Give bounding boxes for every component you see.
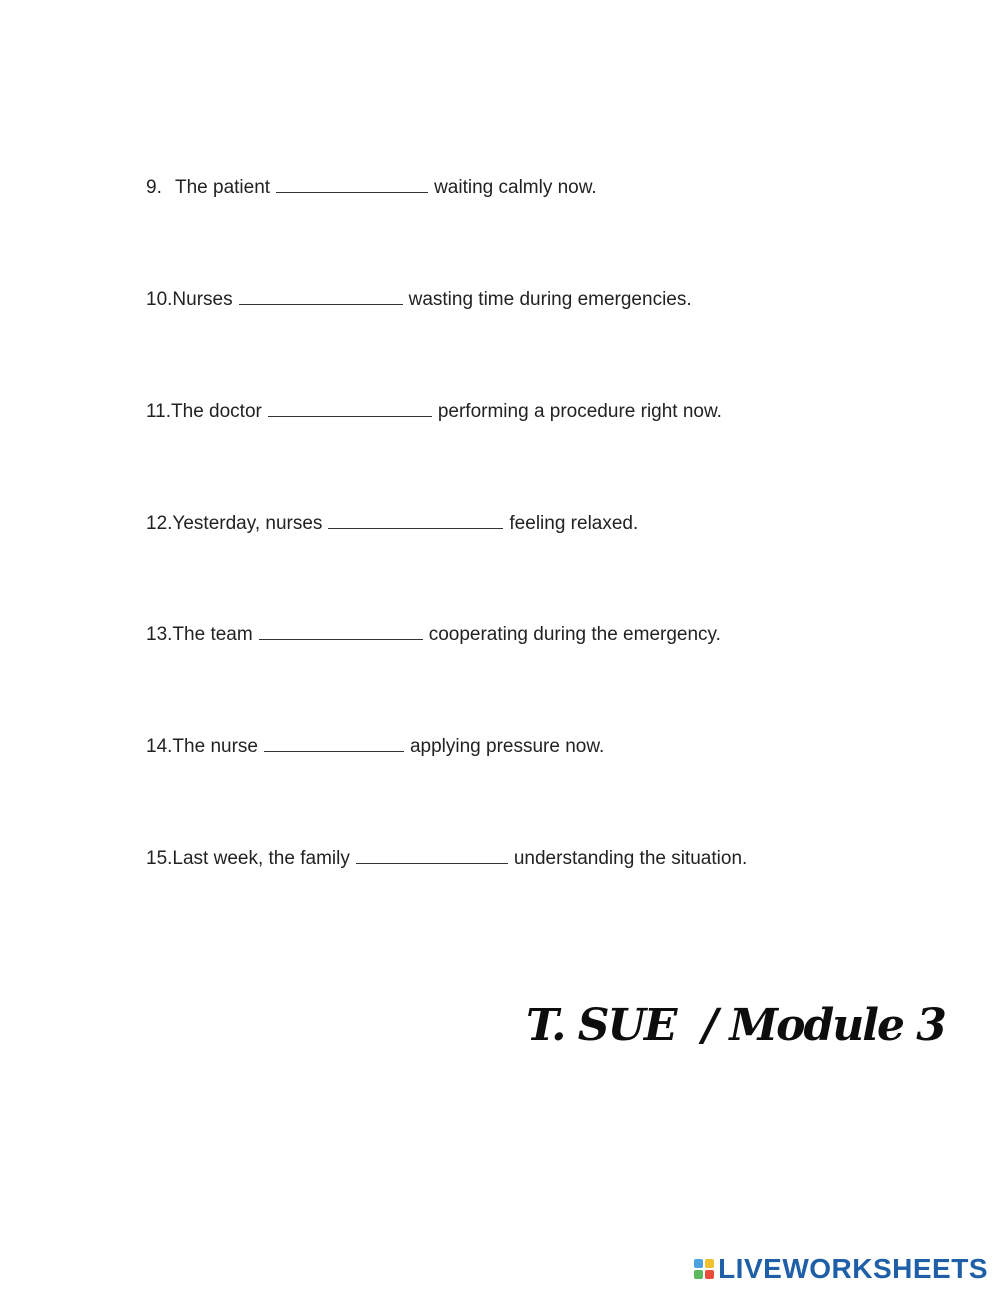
- question-text-before: The team: [172, 624, 253, 645]
- question-number: 15.: [146, 848, 173, 869]
- question-number: 13.: [146, 624, 173, 645]
- question-text-before: Nurses: [172, 289, 233, 310]
- question-number: 14.: [146, 736, 173, 757]
- answer-blank[interactable]: [264, 733, 404, 752]
- answer-blank[interactable]: [356, 845, 508, 864]
- liveworksheets-brand[interactable]: [694, 1252, 988, 1286]
- question-9: [146, 174, 597, 200]
- question-14: [146, 733, 604, 759]
- question-text-after: wasting time during emergencies.: [408, 289, 692, 310]
- answer-blank[interactable]: [276, 174, 428, 193]
- question-text-before: The doctor: [171, 401, 262, 422]
- question-text-before: The patient: [175, 177, 271, 198]
- question-text-before: The nurse: [172, 736, 258, 757]
- answer-blank[interactable]: [268, 398, 432, 417]
- question-15: [146, 845, 747, 871]
- answer-blank[interactable]: [239, 286, 403, 305]
- question-number: 10.: [146, 289, 173, 310]
- liveworksheets-logo-icon: [694, 1259, 714, 1279]
- question-12: [146, 510, 638, 536]
- question-text-before: Yesterday, nurses: [172, 513, 323, 534]
- answer-blank[interactable]: [259, 621, 423, 640]
- author-signature: T. SUE / Module 3: [526, 1000, 945, 1051]
- question-text-after: performing a procedure right now.: [437, 401, 722, 422]
- answer-blank[interactable]: [328, 510, 503, 529]
- question-10: [146, 286, 692, 312]
- brand-name: LIVEWORKSHEETS: [718, 1253, 988, 1284]
- question-13: [146, 621, 721, 647]
- question-text-after: waiting calmly now.: [434, 177, 597, 198]
- question-text-after: applying pressure now.: [409, 736, 605, 757]
- question-number: 12.: [146, 513, 173, 534]
- question-text-after: understanding the situation.: [513, 848, 748, 869]
- question-number: 9.: [146, 177, 162, 198]
- question-text-after: feeling relaxed.: [509, 513, 639, 534]
- question-text-after: cooperating during the emergency.: [428, 624, 721, 645]
- question-11: [146, 398, 722, 424]
- question-number: 11.: [146, 401, 172, 422]
- question-text-before: Last week, the family: [172, 848, 350, 869]
